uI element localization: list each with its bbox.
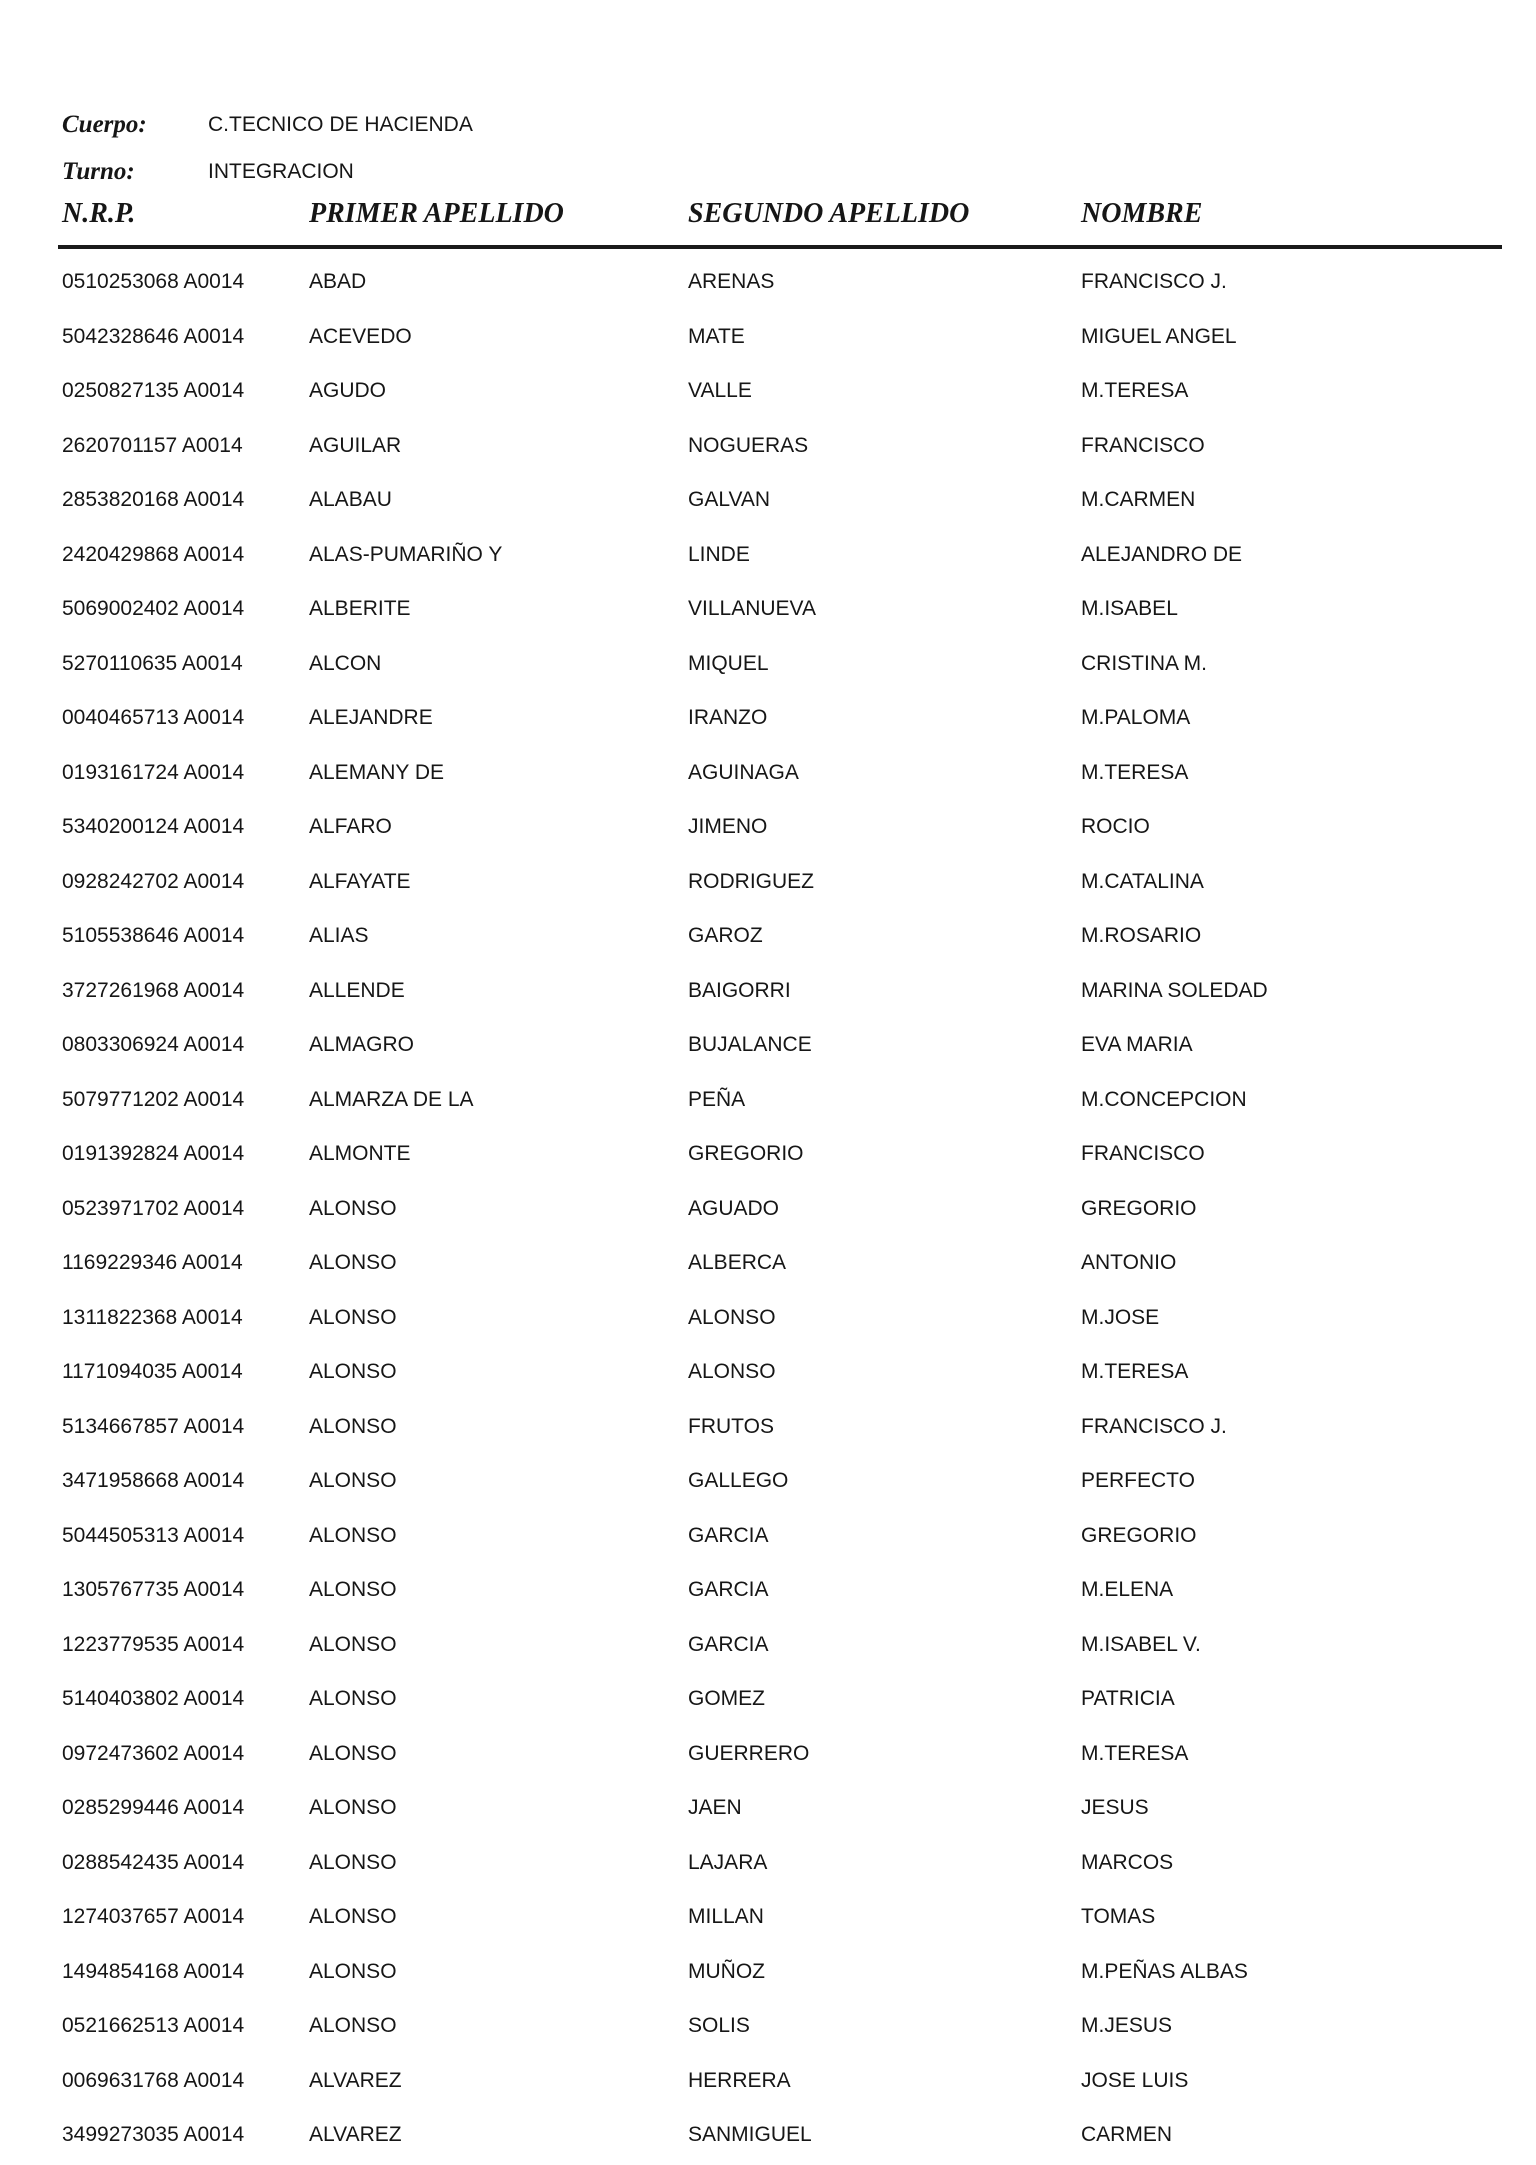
nrp-cell: 0510253068 A0014 <box>62 270 245 293</box>
primer-apellido-cell: ACEVEDO <box>309 324 412 348</box>
nrp-cell: 3471958668 A0014 <box>62 1469 245 1492</box>
table-row <box>0 528 1536 583</box>
nrp-cell: 0972473602 A0014 <box>62 1741 245 1765</box>
turno-row <box>62 152 354 192</box>
primer-apellido-cell: ALEMANY DE <box>309 760 444 784</box>
table-row <box>0 855 1536 910</box>
nombre-cell: MARINA SOLEDAD <box>1081 978 1268 1002</box>
primer-apellido-cell: ALFARO <box>309 815 392 838</box>
nombre-cell: GREGORIO <box>1081 1196 1197 1220</box>
primer-apellido-cell: ALABAU <box>309 488 392 511</box>
nombre-cell: GREGORIO <box>1081 1523 1197 1547</box>
primer-apellido-cell: ALONSO <box>309 1905 397 1928</box>
table-row <box>0 691 1536 746</box>
segundo-apellido-cell: GOMEZ <box>688 1687 765 1710</box>
primer-apellido-cell: ALONSO <box>309 1196 397 1220</box>
segundo-apellido-cell: GARCIA <box>688 1523 769 1547</box>
primer-apellido-cell: ALIAS <box>309 924 369 947</box>
nombre-cell: MARCOS <box>1081 1850 1174 1874</box>
segundo-apellido-cell: JIMENO <box>688 815 768 838</box>
segundo-apellido-cell: SOLIS <box>688 2014 750 2037</box>
table-row <box>0 964 1536 1019</box>
nombre-cell: PERFECTO <box>1081 1469 1195 1492</box>
nrp-cell: 1311822368 A0014 <box>62 1305 243 1329</box>
nrp-cell: 0523971702 A0014 <box>62 1196 245 1220</box>
primer-apellido-cell: ALONSO <box>309 1360 397 1383</box>
turno-value: INTEGRACION <box>208 160 354 183</box>
table-row <box>0 1454 1536 1509</box>
nrp-cell: 0521662513 A0014 <box>62 2014 245 2037</box>
nrp-cell: 0285299446 A0014 <box>62 1796 245 1819</box>
primer-apellido-cell: ALONSO <box>309 1741 397 1765</box>
segundo-apellido-cell: MIQUEL <box>688 651 769 675</box>
segundo-apellido-cell: VALLE <box>688 379 752 402</box>
nombre-cell: M.TERESA <box>1081 760 1189 784</box>
segundo-apellido-cell: AGUADO <box>688 1196 780 1220</box>
primer-apellido-cell: ALAS-PUMARIÑO Y <box>309 542 503 566</box>
table-row <box>0 419 1536 474</box>
segundo-apellido-cell: JAEN <box>688 1796 742 1819</box>
table-row <box>0 637 1536 692</box>
nrp-cell: 5340200124 A0014 <box>62 815 245 838</box>
nrp-cell: 1305767735 A0014 <box>62 1578 245 1601</box>
table-row <box>0 1127 1536 1182</box>
segundo-apellido-cell: ALONSO <box>688 1305 776 1329</box>
nombre-cell: PATRICIA <box>1081 1687 1175 1710</box>
nrp-cell: 5079771202 A0014 <box>62 1087 245 1111</box>
nombre-cell: JOSE LUIS <box>1081 2068 1189 2092</box>
segundo-apellido-cell: MATE <box>688 324 745 348</box>
table-row <box>0 1018 1536 1073</box>
table-row <box>0 1836 1536 1891</box>
table-row <box>0 364 1536 419</box>
primer-apellido-cell: AGUDO <box>309 379 387 402</box>
nrp-cell: 2620701157 A0014 <box>62 433 243 457</box>
primer-apellido-cell: ABAD <box>309 270 367 293</box>
nrp-cell: 0193161724 A0014 <box>62 760 245 784</box>
primer-apellido-cell: ALEJANDRE <box>309 706 433 729</box>
nrp-cell: 0288542435 A0014 <box>62 1850 245 1874</box>
primer-apellido-cell: ALONSO <box>309 1251 397 1274</box>
table-row <box>0 1182 1536 1237</box>
primer-apellido-cell: AGUILAR <box>309 433 402 457</box>
segundo-apellido-cell: PEÑA <box>688 1087 746 1111</box>
segundo-apellido-cell: AGUINAGA <box>688 760 799 784</box>
primer-apellido-cell: ALONSO <box>309 2014 397 2037</box>
nombre-cell: M.CONCEPCION <box>1081 1087 1247 1111</box>
nombre-cell: M.CATALINA <box>1081 869 1204 893</box>
nrp-cell: 0040465713 A0014 <box>62 706 245 729</box>
segundo-apellido-cell: IRANZO <box>688 706 768 729</box>
primer-apellido-cell: ALONSO <box>309 1687 397 1710</box>
segundo-apellido-cell: VILLANUEVA <box>688 597 816 620</box>
segundo-apellido-cell: HERRERA <box>688 2068 791 2092</box>
nombre-cell: ROCIO <box>1081 815 1150 838</box>
nrp-cell: 3499273035 A0014 <box>62 2123 245 2146</box>
nombre-cell: FRANCISCO <box>1081 433 1205 457</box>
nrp-cell: 1494854168 A0014 <box>62 1959 245 1983</box>
table-row <box>0 310 1536 365</box>
primer-apellido-cell: ALONSO <box>309 1305 397 1329</box>
nombre-cell: TOMAS <box>1081 1905 1156 1928</box>
nombre-cell: M.TERESA <box>1081 379 1189 402</box>
nrp-cell: 1274037657 A0014 <box>62 1905 245 1928</box>
turno-label: Turno: <box>62 158 135 185</box>
nombre-cell: CRISTINA M. <box>1081 651 1208 675</box>
cuerpo-row <box>62 105 473 145</box>
table-row <box>0 2108 1536 2163</box>
nrp-cell: 5042328646 A0014 <box>62 324 245 348</box>
nombre-cell: M.ISABEL <box>1081 597 1178 620</box>
nrp-cell: 0928242702 A0014 <box>62 869 245 893</box>
segundo-apellido-cell: GALVAN <box>688 488 771 511</box>
segundo-apellido-cell: LINDE <box>688 542 750 566</box>
nombre-cell: FRANCISCO J. <box>1081 1414 1227 1438</box>
nrp-cell: 2420429868 A0014 <box>62 542 245 566</box>
nrp-cell: 1171094035 A0014 <box>62 1360 243 1383</box>
table-row <box>0 909 1536 964</box>
column-header-nombre: NOMBRE <box>1081 198 1203 229</box>
nombre-cell: M.ROSARIO <box>1081 924 1202 947</box>
records-table <box>0 255 1536 2163</box>
nrp-cell: 5069002402 A0014 <box>62 597 245 620</box>
segundo-apellido-cell: SANMIGUEL <box>688 2123 812 2146</box>
table-row <box>0 255 1536 310</box>
primer-apellido-cell: ALONSO <box>309 1578 397 1601</box>
primer-apellido-cell: ALMAGRO <box>309 1033 415 1056</box>
segundo-apellido-cell: GARCIA <box>688 1578 769 1601</box>
primer-apellido-cell: ALVAREZ <box>309 2123 402 2146</box>
table-row <box>0 746 1536 801</box>
primer-apellido-cell: ALMARZA DE LA <box>309 1087 474 1111</box>
nombre-cell: M.PEÑAS ALBAS <box>1081 1959 1248 1983</box>
table-row <box>0 1345 1536 1400</box>
primer-apellido-cell: ALONSO <box>309 1632 397 1656</box>
segundo-apellido-cell: LAJARA <box>688 1850 768 1874</box>
table-row <box>0 1236 1536 1291</box>
nombre-cell: M.TERESA <box>1081 1741 1189 1765</box>
table-row <box>0 1672 1536 1727</box>
nrp-cell: 5270110635 A0014 <box>62 651 243 675</box>
nombre-cell: EVA MARIA <box>1081 1033 1193 1056</box>
primer-apellido-cell: ALMONTE <box>309 1142 411 1165</box>
segundo-apellido-cell: ALONSO <box>688 1360 776 1383</box>
segundo-apellido-cell: FRUTOS <box>688 1414 774 1438</box>
nombre-cell: M.JESUS <box>1081 2014 1173 2037</box>
table-row <box>0 1509 1536 1564</box>
segundo-apellido-cell: GUERRERO <box>688 1741 810 1765</box>
cuerpo-label: Cuerpo: <box>62 111 147 138</box>
segundo-apellido-cell: MILLAN <box>688 1905 764 1928</box>
segundo-apellido-cell: RODRIGUEZ <box>688 869 814 893</box>
segundo-apellido-cell: GREGORIO <box>688 1142 804 1165</box>
primer-apellido-cell: ALONSO <box>309 1414 397 1438</box>
nombre-cell: FRANCISCO <box>1081 1142 1205 1165</box>
nombre-cell: M.ISABEL V. <box>1081 1632 1201 1656</box>
nrp-cell: 0069631768 A0014 <box>62 2068 245 2092</box>
cuerpo-value: C.TECNICO DE HACIENDA <box>208 113 473 136</box>
primer-apellido-cell: ALONSO <box>309 1523 397 1547</box>
table-row <box>0 1727 1536 1782</box>
primer-apellido-cell: ALLENDE <box>309 978 405 1002</box>
segundo-apellido-cell: BAIGORRI <box>688 978 791 1002</box>
table-row <box>0 1291 1536 1346</box>
table-row <box>0 1999 1536 2054</box>
primer-apellido-cell: ALONSO <box>309 1796 397 1819</box>
table-row <box>0 1890 1536 1945</box>
table-row <box>0 1618 1536 1673</box>
table-row <box>0 1400 1536 1455</box>
segundo-apellido-cell: GARCIA <box>688 1632 769 1656</box>
segundo-apellido-cell: NOGUERAS <box>688 433 809 457</box>
segundo-apellido-cell: GAROZ <box>688 924 763 947</box>
column-header-primer-apellido: PRIMER APELLIDO <box>309 198 564 229</box>
nombre-cell: M.ELENA <box>1081 1578 1174 1601</box>
primer-apellido-cell: ALONSO <box>309 1469 397 1492</box>
nombre-cell: MIGUEL ANGEL <box>1081 324 1237 348</box>
nrp-cell: 5134667857 A0014 <box>62 1414 245 1438</box>
nrp-cell: 5105538646 A0014 <box>62 924 245 947</box>
column-header-nrp: N.R.P. <box>62 198 136 229</box>
nrp-cell: 0250827135 A0014 <box>62 379 245 402</box>
table-row <box>0 2054 1536 2109</box>
nombre-cell: ANTONIO <box>1081 1251 1177 1274</box>
nombre-cell: ALEJANDRO DE <box>1081 542 1243 566</box>
table-row <box>0 800 1536 855</box>
nombre-cell: M.TERESA <box>1081 1360 1189 1383</box>
table-row <box>0 1073 1536 1128</box>
column-header-segundo-apellido: SEGUNDO APELLIDO <box>688 198 970 229</box>
segundo-apellido-cell: ALBERCA <box>688 1251 787 1274</box>
nrp-cell: 3727261968 A0014 <box>62 978 245 1002</box>
nombre-cell: CARMEN <box>1081 2123 1173 2146</box>
nombre-cell: M.PALOMA <box>1081 706 1191 729</box>
segundo-apellido-cell: BUJALANCE <box>688 1033 812 1056</box>
nrp-cell: 2853820168 A0014 <box>62 488 245 511</box>
table-row <box>0 582 1536 637</box>
segundo-apellido-cell: MUÑOZ <box>688 1959 765 1983</box>
segundo-apellido-cell: GALLEGO <box>688 1469 789 1492</box>
nrp-cell: 1223779535 A0014 <box>62 1632 245 1656</box>
primer-apellido-cell: ALVAREZ <box>309 2068 402 2092</box>
nrp-cell: 5140403802 A0014 <box>62 1687 245 1710</box>
table-row <box>0 1945 1536 2000</box>
nrp-cell: 1169229346 A0014 <box>62 1251 243 1274</box>
column-headers <box>62 198 1502 238</box>
nrp-cell: 5044505313 A0014 <box>62 1523 245 1547</box>
table-row <box>0 1781 1536 1836</box>
table-row <box>0 1563 1536 1618</box>
nombre-cell: JESUS <box>1081 1796 1149 1819</box>
primer-apellido-cell: ALONSO <box>309 1850 397 1874</box>
segundo-apellido-cell: ARENAS <box>688 270 775 293</box>
header-divider <box>58 245 1502 249</box>
primer-apellido-cell: ALBERITE <box>309 597 411 620</box>
primer-apellido-cell: ALCON <box>309 651 382 675</box>
nrp-cell: 0191392824 A0014 <box>62 1142 245 1165</box>
table-row <box>0 473 1536 528</box>
primer-apellido-cell: ALONSO <box>309 1959 397 1983</box>
nombre-cell: M.CARMEN <box>1081 488 1196 511</box>
primer-apellido-cell: ALFAYATE <box>309 869 411 893</box>
nombre-cell: FRANCISCO J. <box>1081 270 1227 293</box>
nombre-cell: M.JOSE <box>1081 1305 1160 1329</box>
nrp-cell: 0803306924 A0014 <box>62 1033 245 1056</box>
